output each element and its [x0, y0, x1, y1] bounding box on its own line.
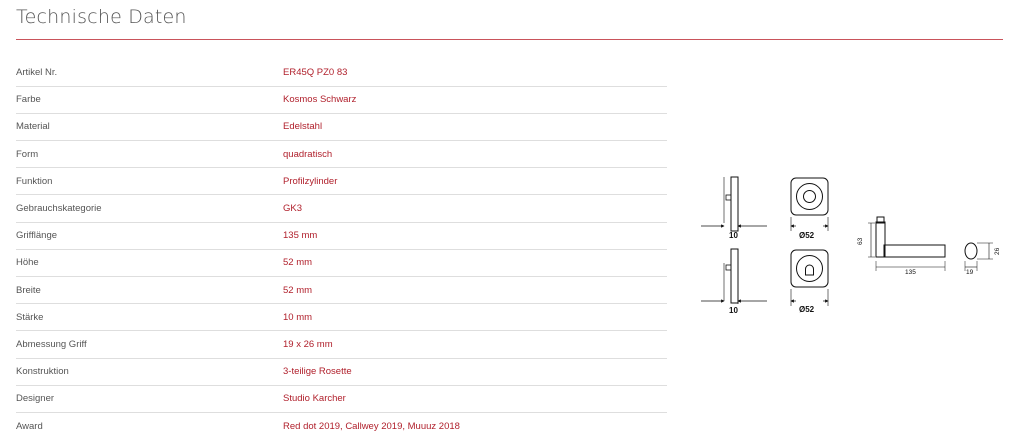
- spec-label: Material: [16, 121, 50, 133]
- spec-row: [16, 277, 667, 304]
- spec-label: Konstruktion: [16, 366, 69, 378]
- spec-row: [16, 86, 667, 113]
- rosette-front-1-dimension: Ø52: [799, 231, 815, 240]
- spec-value: Edelstahl: [283, 121, 323, 133]
- lever-handle-view: [857, 217, 945, 276]
- rosette-side-2-dimension: 10: [729, 306, 738, 315]
- section-title: Technische Daten: [16, 6, 187, 28]
- rosette-side-view-top: [701, 177, 767, 240]
- spec-table-body: [16, 59, 667, 440]
- spec-row: [16, 412, 667, 439]
- spec-row: [16, 168, 667, 195]
- spec-value: 3-teilige Rosette: [283, 366, 352, 378]
- spec-label: Stärke: [16, 311, 44, 323]
- spec-value: 52 mm: [283, 257, 313, 269]
- spec-label: Funktion: [16, 175, 53, 187]
- spec-row: [16, 249, 667, 276]
- spec-value: Red dot 2019, Callwey 2019, Muuuz 2018: [283, 420, 460, 432]
- rosette-front-2-dimension: Ø52: [799, 305, 815, 314]
- lever-height-dimension: 63: [857, 237, 864, 245]
- rosette-front-view-bottom: [791, 250, 828, 314]
- spec-label: Designer: [16, 393, 55, 405]
- spec-value: 19 x 26 mm: [283, 338, 333, 350]
- lever-cross-section: [965, 243, 1001, 276]
- lever-depth-dimension: 19: [966, 269, 974, 276]
- rosette-side-view-bottom: [701, 249, 767, 315]
- rosette-side-1-dimension: 10: [729, 231, 738, 240]
- lever-length-dimension: 135: [905, 269, 916, 276]
- spec-value: 52 mm: [283, 284, 313, 296]
- spec-label: Gebrauchskategorie: [16, 203, 102, 215]
- title-divider: [16, 39, 1003, 40]
- spec-row: [16, 195, 667, 222]
- spec-row: [16, 141, 667, 168]
- spec-value: GK3: [283, 203, 303, 215]
- spec-row: [16, 113, 667, 140]
- spec-label: Artikel Nr.: [16, 66, 58, 78]
- spec-row: [16, 304, 667, 331]
- spec-label: Grifflänge: [16, 230, 58, 242]
- lever-width-dimension: 26: [994, 247, 1001, 255]
- spec-value: ER45Q PZ0 83: [283, 66, 348, 78]
- technical-drawing: [695, 165, 1010, 325]
- spec-row: [16, 222, 667, 249]
- spec-table: [16, 59, 667, 440]
- spec-label: Award: [16, 420, 43, 432]
- spec-value: Kosmos Schwarz: [283, 94, 357, 106]
- spec-value: 10 mm: [283, 311, 313, 323]
- spec-value: Studio Karcher: [283, 393, 346, 405]
- spec-value: quadratisch: [283, 148, 333, 160]
- spec-row: [16, 385, 667, 412]
- spec-row: [16, 331, 667, 358]
- spec-row: [16, 59, 667, 86]
- spec-value: 135 mm: [283, 230, 318, 242]
- rosette-front-view-top: [791, 178, 828, 240]
- spec-label: Breite: [16, 284, 41, 296]
- spec-value: Profilzylinder: [283, 175, 338, 187]
- spec-label: Höhe: [16, 257, 39, 269]
- spec-label: Farbe: [16, 94, 41, 106]
- spec-row: [16, 358, 667, 385]
- spec-label: Abmessung Griff: [16, 338, 87, 350]
- spec-label: Form: [16, 148, 39, 160]
